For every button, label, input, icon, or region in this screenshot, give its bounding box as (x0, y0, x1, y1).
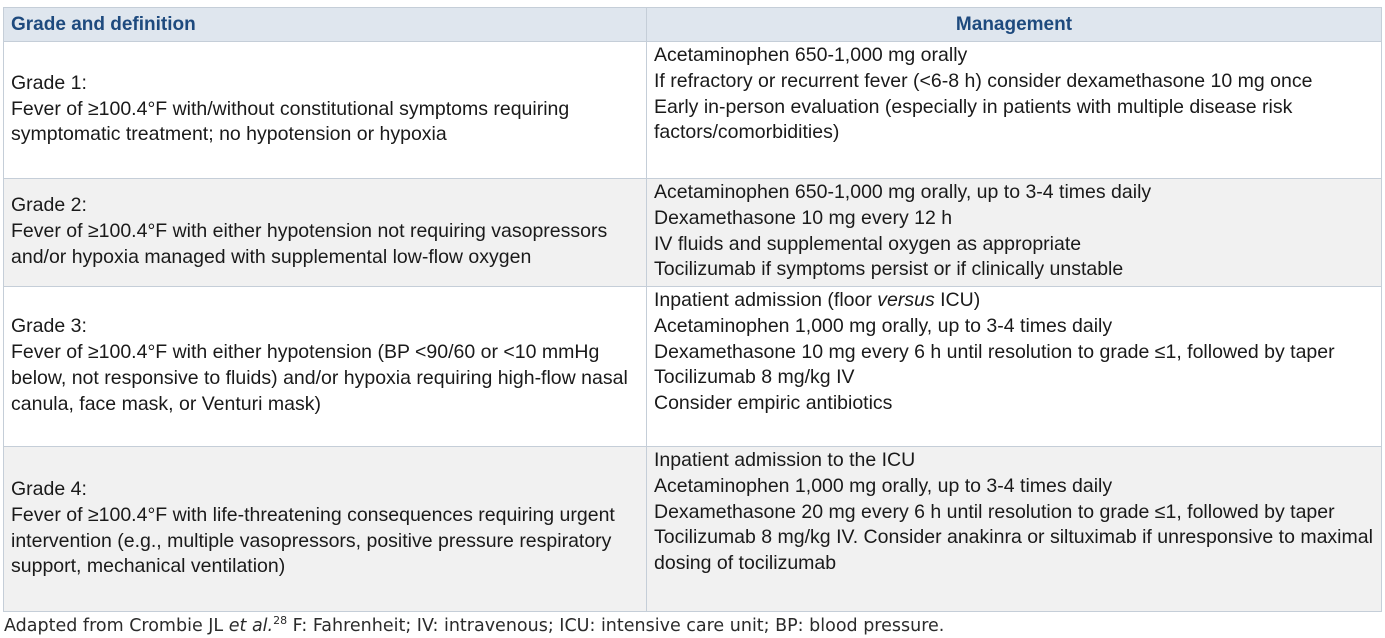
grade-definition: Fever of ≥100.4°F with/without constitutional symptoms requiring symptomatic treatment; no hypotension or hypoxia (11, 97, 570, 146)
management-item: Consider empiric antibiotics (654, 392, 893, 415)
management-item: Tocilizumab if symptoms persist or if clinically unstable (654, 258, 1124, 281)
grade-definition-cell (4, 287, 647, 447)
management-table (3, 7, 1382, 612)
table-row (4, 447, 1382, 612)
management-cell (647, 179, 1382, 287)
table-footnote (4, 614, 944, 636)
management-item: Inpatient admission to the ICU (654, 449, 916, 471)
table-row (4, 287, 1382, 447)
grade-label: Grade 1: (11, 71, 87, 94)
table-row (4, 179, 1382, 287)
grade-definition-cell (4, 447, 647, 612)
footnote-abbreviations: F: Fahrenheit; IV: intravenous; ICU: intensive care unit; BP: blood pressure. (287, 615, 945, 636)
management-item: Acetaminophen 1,000 mg orally, up to 3-4 times daily (654, 314, 1113, 337)
header-management: Management (647, 8, 1382, 42)
management-item: Acetaminophen 650-1,000 mg orally, up to 3-4 times daily (654, 181, 1152, 203)
management-item: Early in-person evaluation (especially in patients with multiple disease risk factors/comorbidities) (654, 95, 1293, 144)
management-cell (647, 287, 1382, 447)
footnote-reference: 28 (273, 614, 288, 627)
text-fragment: ICU) (934, 289, 981, 311)
grade-label: Grade 2: (11, 194, 87, 217)
grade-definition-cell (4, 179, 647, 287)
management-item: Tocilizumab 8 mg/kg IV (654, 366, 855, 389)
italic-text: versus (877, 289, 935, 311)
management-item: Acetaminophen 1,000 mg orally, up to 3-4 times daily (654, 474, 1113, 497)
management-item: If refractory or recurrent fever (<6-8 h) consider dexamethasone 10 mg once (654, 69, 1313, 92)
management-item: Tocilizumab 8 mg/kg IV. Consider anakinra or siltuximab if unresponsive to maximal dosing of tocilizumab (654, 526, 1373, 575)
management-item: Dexamethasone 10 mg every 12 h (654, 206, 953, 229)
grade-label: Grade 3: (11, 315, 87, 338)
table-row (4, 42, 1382, 179)
management-item: Dexamethasone 10 mg every 6 h until resolution to grade ≤1, followed by taper (654, 340, 1335, 363)
grade-definition: Fever of ≥100.4°F with life-threatening consequences requiring urgent intervention (e.g., multiple vasopressors, positive pressure respiratory support, mechanical ventilation) (11, 503, 615, 578)
management-item: IV fluids and supplemental oxygen as appropriate (654, 232, 1082, 255)
management-item: Acetaminophen 650-1,000 mg orally (654, 44, 968, 66)
footnote-prefix: Adapted from Crombie JL (4, 615, 229, 636)
text-fragment: Inpatient admission (floor (654, 289, 878, 311)
grade-label: Grade 4: (11, 477, 87, 500)
footnote-italic: et al. (228, 615, 274, 636)
management-cell (647, 447, 1382, 612)
grade-definition: Fever of ≥100.4°F with either hypotension (BP <90/60 or <10 mmHg below, not responsive to fluids) and/or hypoxia requiring high-flow nasal canula, face mask, or Venturi mask) (11, 341, 628, 415)
management-cell (647, 42, 1382, 179)
management-item: Dexamethasone 20 mg every 6 h until resolution to grade ≤1, followed by taper (654, 500, 1335, 523)
table-header-row (4, 8, 1382, 42)
management-item (654, 288, 1374, 314)
grade-definition-cell (4, 42, 647, 179)
grade-definition: Fever of ≥100.4°F with either hypotension not requiring vasopressors and/or hypoxia managed with supplemental low-flow oxygen (11, 220, 608, 268)
header-grade-definition: Grade and definition (4, 8, 647, 42)
